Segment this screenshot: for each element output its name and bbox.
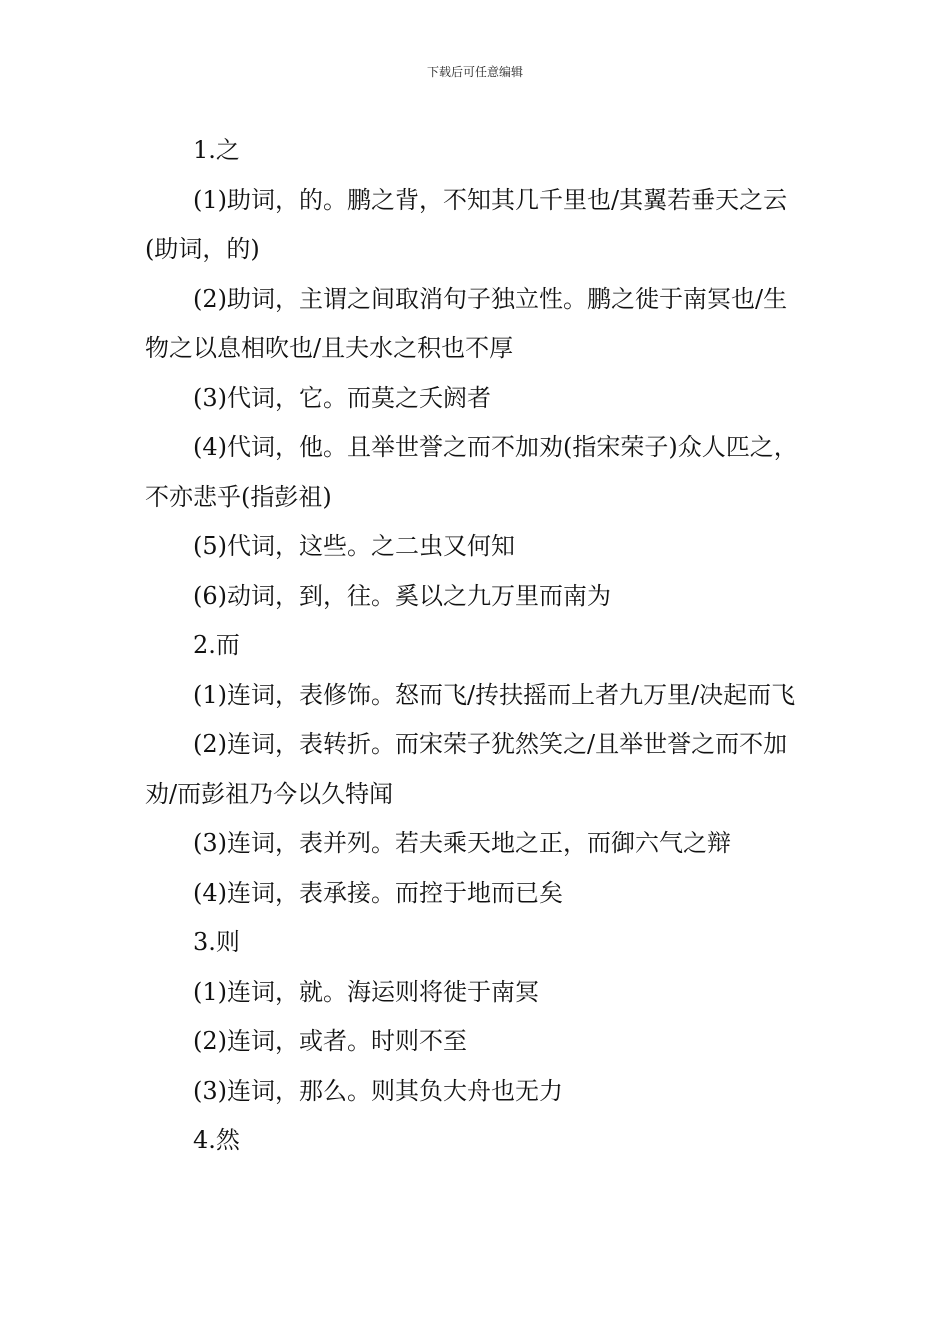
heading-zhi: 1.之 bbox=[193, 136, 240, 164]
list-item: (6)动词，到，往。奚以之九万里而南为 bbox=[193, 581, 611, 610]
list-item: (2)助词，主谓之间取消句子独立性。鹏之徙于南冥也/生物之以息相吹也/且夫水之积也不厚 bbox=[145, 284, 788, 362]
list-item: (5)代词，这些。之二虫又何知 bbox=[193, 532, 515, 560]
list-item: (3)代词，它。而莫之夭阏者 bbox=[193, 383, 491, 412]
heading-ze: 3.则 bbox=[193, 928, 240, 956]
list-item: (4)连词，表承接。而控于地而已矣 bbox=[193, 878, 563, 907]
list-item: (2)连词，表转折。而宋荣子犹然笑之/且举世誉之而不加劝/而彭祖乃今以久特闻 bbox=[145, 730, 788, 808]
document-body bbox=[145, 126, 810, 1166]
list-item: (1)连词，表修饰。怒而飞/抟扶摇而上者九万里/决起而飞 bbox=[193, 680, 796, 709]
list-item: (1)助词，的。鹏之背，不知其几千里也/其翼若垂天之云(助词，的) bbox=[145, 185, 788, 263]
page-header: 下载后可任意编辑 bbox=[426, 65, 523, 79]
list-item: (2)连词，或者。时则不至 bbox=[193, 1027, 467, 1055]
list-item: (3)连词，表并列。若夫乘天地之正，而御六气之辩 bbox=[193, 829, 731, 857]
heading-er: 2.而 bbox=[193, 631, 240, 659]
heading-ran: 4.然 bbox=[193, 1126, 240, 1154]
list-item: (3)连词，那么。则其负大舟也无力 bbox=[193, 1076, 563, 1105]
list-item: (4)代词，他。且举世誉之而不加劝(指宋荣子)众人匹之，不亦悲乎(指彭祖) bbox=[145, 433, 798, 511]
list-item: (1)连词，就。海运则将徙于南冥 bbox=[193, 977, 539, 1006]
